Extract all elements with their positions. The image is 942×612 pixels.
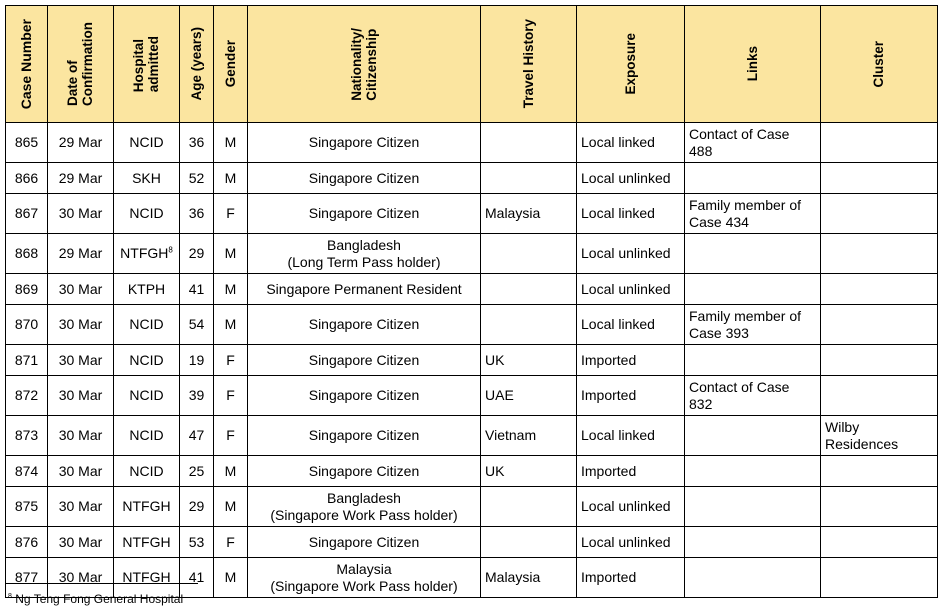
header-age-label: Age (years) — [188, 27, 204, 101]
nationality-cell — [248, 456, 481, 487]
gender: F — [226, 205, 235, 221]
case-number-cell — [6, 527, 48, 558]
cluster-cell — [821, 274, 938, 305]
header-date-line1: Date of — [65, 60, 81, 106]
nationality-line1: Singapore Citizen — [308, 427, 420, 443]
case-number: 865 — [14, 134, 39, 150]
date-of-confirmation: 29 Mar — [58, 245, 103, 261]
case-number: 875 — [14, 498, 39, 514]
header-date-line2: Confirmation — [80, 22, 96, 106]
gender-cell — [214, 558, 248, 598]
travel-cell — [481, 194, 577, 234]
links-cell — [685, 527, 821, 558]
age-cell — [180, 456, 214, 487]
travel-cell — [481, 345, 577, 376]
nationality-cell — [248, 416, 481, 456]
gender: F — [226, 387, 235, 403]
table-row — [6, 194, 938, 234]
hospital-admitted: KTPH — [127, 280, 166, 297]
exposure: Local unlinked — [581, 498, 671, 514]
age-cell — [180, 527, 214, 558]
links-line2: 488 — [689, 142, 713, 159]
travel-cell — [481, 558, 577, 598]
links-cell — [685, 416, 821, 456]
gender: M — [224, 569, 237, 585]
travel-cell — [481, 456, 577, 487]
age-cell — [180, 487, 214, 527]
exposure-cell — [577, 376, 685, 416]
date-cell — [48, 194, 114, 234]
gender: M — [224, 498, 237, 514]
gender: M — [224, 462, 237, 479]
hospital-cell — [114, 194, 180, 234]
gender-cell — [214, 345, 248, 376]
exposure-cell — [577, 123, 685, 163]
case-number-cell — [6, 456, 48, 487]
hospital-admitted: NTFGH — [122, 533, 171, 550]
hospital-cell — [114, 305, 180, 345]
nationality-line1: Singapore Citizen — [308, 134, 420, 150]
header-nationality-line1: Nationality/ — [348, 27, 364, 101]
hospital-admitted: NCID — [129, 205, 164, 221]
exposure: Local unlinked — [581, 280, 671, 297]
header-exposure-label: Exposure — [622, 33, 638, 95]
age: 39 — [188, 387, 205, 403]
age-cell — [180, 123, 214, 163]
date-of-confirmation: 30 Mar — [58, 280, 103, 297]
links-cell — [685, 163, 821, 194]
table-row — [6, 234, 938, 274]
nationality-line1: Singapore Citizen — [308, 205, 420, 221]
nationality-line1: Singapore Citizen — [308, 169, 420, 186]
footnote-ref: 8 — [168, 245, 173, 255]
age-cell — [180, 194, 214, 234]
table-row — [6, 456, 938, 487]
header-links-label: Links — [744, 46, 760, 82]
cluster-line1: Wilby — [825, 418, 860, 435]
case-number-cell — [6, 305, 48, 345]
travel-cell — [481, 527, 577, 558]
header-cluster-label: Cluster — [871, 40, 887, 88]
nationality-cell — [248, 234, 481, 274]
links-line2: Case 434 — [689, 213, 749, 230]
case-number: 867 — [14, 205, 39, 221]
cluster-cell — [821, 234, 938, 274]
hospital-admitted: NCID — [129, 427, 164, 443]
travel-cell — [481, 163, 577, 194]
header-age — [180, 6, 214, 123]
case-number: 876 — [14, 533, 39, 550]
age: 19 — [188, 351, 205, 368]
case-number: 872 — [14, 387, 39, 403]
exposure-cell — [577, 274, 685, 305]
date-cell — [48, 487, 114, 527]
nationality-cell — [248, 527, 481, 558]
exposure-cell — [577, 527, 685, 558]
age-cell — [180, 376, 214, 416]
links-cell — [685, 487, 821, 527]
header-travel-label: Travel History — [520, 19, 536, 109]
date-of-confirmation: 30 Mar — [58, 351, 103, 368]
date-cell — [48, 123, 114, 163]
case-number-cell — [6, 194, 48, 234]
hospital-admitted: NTFGH — [122, 569, 171, 585]
exposure: Local linked — [581, 316, 655, 332]
age: 29 — [188, 245, 205, 261]
header-hospital-line1: Hospital — [131, 38, 147, 93]
cluster-cell — [821, 123, 938, 163]
header-gender-label: Gender — [222, 40, 238, 88]
table-row — [6, 376, 938, 416]
links-line1: Contact of Case — [689, 378, 790, 395]
links-cell — [685, 456, 821, 487]
date-cell — [48, 527, 114, 558]
exposure-cell — [577, 194, 685, 234]
links-cell — [685, 558, 821, 598]
nationality-cell — [248, 274, 481, 305]
nationality-line1: Bangladesh — [327, 489, 401, 506]
header-date — [48, 6, 114, 123]
header-nationality-line2: Citizenship — [364, 28, 379, 101]
case-number-cell — [6, 123, 48, 163]
case-number-cell — [6, 234, 48, 274]
gender-cell — [214, 234, 248, 274]
exposure-cell — [577, 163, 685, 194]
header-links — [685, 6, 821, 123]
nationality-cell — [248, 558, 481, 598]
gender-cell — [214, 123, 248, 163]
date-cell — [48, 376, 114, 416]
case-number-cell — [6, 274, 48, 305]
date-of-confirmation: 29 Mar — [58, 169, 103, 186]
date-cell — [48, 305, 114, 345]
links-cell — [685, 376, 821, 416]
travel-cell — [481, 487, 577, 527]
header-travel — [481, 6, 577, 123]
exposure: Local unlinked — [581, 169, 671, 186]
exposure: Local linked — [581, 427, 655, 443]
nationality-line1: Malaysia — [336, 560, 392, 577]
case-number-cell — [6, 163, 48, 194]
table-row — [6, 163, 938, 194]
nationality-line1: Singapore Citizen — [308, 462, 420, 479]
age: 41 — [188, 280, 205, 297]
gender-cell — [214, 163, 248, 194]
hospital-cell — [114, 487, 180, 527]
hospital-admitted: NTFGH — [122, 498, 171, 514]
gender-cell — [214, 305, 248, 345]
links-line2: Case 393 — [689, 324, 749, 341]
exposure: Local unlinked — [581, 533, 671, 550]
case-number: 869 — [14, 280, 39, 297]
hospital-cell — [114, 527, 180, 558]
links-line2: 832 — [689, 395, 713, 412]
nationality-cell — [248, 194, 481, 234]
date-cell — [48, 163, 114, 194]
cluster-cell — [821, 487, 938, 527]
gender-cell — [214, 456, 248, 487]
exposure: Imported — [581, 351, 637, 368]
date-of-confirmation: 30 Mar — [58, 387, 103, 403]
nationality-cell — [248, 376, 481, 416]
header-exposure — [577, 6, 685, 123]
exposure-cell — [577, 234, 685, 274]
nationality-cell — [248, 487, 481, 527]
age: 52 — [188, 169, 205, 186]
hospital-cell — [114, 456, 180, 487]
case-number-cell — [6, 376, 48, 416]
age: 53 — [188, 533, 205, 550]
case-number: 874 — [14, 462, 39, 479]
nationality-line1: Singapore Citizen — [308, 316, 420, 332]
links-cell — [685, 234, 821, 274]
gender: F — [226, 533, 235, 550]
age: 41 — [188, 569, 205, 585]
hospital-cell — [114, 274, 180, 305]
gender: F — [226, 351, 235, 368]
hospital-cell — [114, 163, 180, 194]
nationality-line1: Singapore Citizen — [308, 533, 420, 550]
footnote-marker: 8 — [8, 593, 12, 600]
hospital-admitted: NTFGH — [120, 245, 169, 261]
cluster-cell — [821, 376, 938, 416]
cluster-cell — [821, 305, 938, 345]
exposure: Local unlinked — [581, 245, 671, 261]
case-number-cell — [6, 416, 48, 456]
date-of-confirmation: 30 Mar — [58, 205, 103, 221]
cluster-cell — [821, 194, 938, 234]
case-number: 868 — [14, 245, 39, 261]
nationality-cell — [248, 163, 481, 194]
case-number-cell — [6, 345, 48, 376]
date-of-confirmation: 30 Mar — [58, 498, 103, 514]
travel-cell — [481, 376, 577, 416]
age-cell — [180, 345, 214, 376]
hospital-cell — [114, 123, 180, 163]
case-number-cell — [6, 487, 48, 527]
links-cell — [685, 345, 821, 376]
travel-cell — [481, 234, 577, 274]
exposure: Local linked — [581, 134, 655, 150]
hospital-admitted: NCID — [129, 462, 164, 479]
cluster-cell — [821, 558, 938, 598]
age: 47 — [188, 427, 205, 443]
hospital-admitted: SKH — [132, 169, 161, 186]
nationality-line2: (Singapore Work Pass holder) — [270, 577, 458, 594]
exposure: Imported — [581, 569, 637, 585]
nationality-cell — [248, 345, 481, 376]
gender: M — [224, 134, 237, 150]
gender: M — [224, 169, 237, 186]
table-row — [6, 487, 938, 527]
footnote-text: Ng Teng Fong General Hospital — [15, 592, 184, 606]
hospital-cell — [114, 376, 180, 416]
links-cell — [685, 123, 821, 163]
travel-history: Malaysia — [485, 569, 541, 585]
links-cell — [685, 305, 821, 345]
footnote-rule — [5, 583, 198, 584]
nationality-line1: Singapore Citizen — [308, 351, 420, 368]
hospital-admitted: NCID — [129, 387, 164, 403]
header-gender — [214, 6, 248, 123]
date-cell — [48, 274, 114, 305]
case-table — [5, 5, 938, 598]
travel-cell — [481, 305, 577, 345]
gender-cell — [214, 487, 248, 527]
age-cell — [180, 558, 214, 598]
case-number: 877 — [14, 569, 39, 585]
links-cell — [685, 194, 821, 234]
cluster-line2: Residences — [825, 435, 899, 452]
travel-cell — [481, 123, 577, 163]
links-line1: Family member of — [689, 196, 802, 213]
age-cell — [180, 416, 214, 456]
age-cell — [180, 234, 214, 274]
links-line1: Family member of — [689, 307, 802, 324]
case-number: 866 — [14, 169, 39, 186]
cluster-cell — [821, 163, 938, 194]
exposure: Imported — [581, 462, 637, 479]
gender: M — [224, 316, 237, 332]
cluster-cell — [821, 527, 938, 558]
age-cell — [180, 305, 214, 345]
links-cell — [685, 274, 821, 305]
header-cluster — [821, 6, 938, 123]
travel-history: Malaysia — [485, 205, 541, 221]
links-line1: Contact of Case — [689, 125, 790, 142]
exposure: Imported — [581, 387, 637, 403]
travel-cell — [481, 416, 577, 456]
travel-history: UK — [485, 462, 505, 479]
exposure: Local linked — [581, 205, 655, 221]
header-hospital-line2: admitted — [146, 35, 162, 93]
gender-cell — [214, 274, 248, 305]
date-cell — [48, 416, 114, 456]
header-hospital — [114, 6, 180, 123]
travel-cell — [481, 274, 577, 305]
nationality-line2: (Singapore Work Pass holder) — [270, 506, 458, 523]
header-case-number-label: Case Number — [17, 18, 34, 110]
age-cell — [180, 274, 214, 305]
date-of-confirmation: 30 Mar — [58, 569, 103, 585]
hospital-cell — [114, 345, 180, 376]
date-of-confirmation: 30 Mar — [58, 427, 103, 443]
header-nationality — [248, 6, 481, 123]
nationality-line1: Singapore Citizen — [308, 387, 420, 403]
travel-history: Vietnam — [485, 427, 537, 443]
exposure-cell — [577, 345, 685, 376]
age: 36 — [188, 134, 205, 150]
travel-history: UK — [485, 351, 505, 368]
age: 54 — [188, 316, 205, 332]
case-number: 873 — [14, 427, 39, 443]
nationality-line1: Bangladesh — [327, 236, 401, 253]
gender: M — [224, 280, 237, 297]
gender-cell — [214, 527, 248, 558]
gender-cell — [214, 376, 248, 416]
age: 29 — [188, 498, 205, 514]
age: 36 — [188, 205, 205, 221]
cluster-cell — [821, 345, 938, 376]
hospital-cell — [114, 416, 180, 456]
date-of-confirmation: 30 Mar — [58, 316, 103, 332]
exposure-cell — [577, 416, 685, 456]
date-cell — [48, 456, 114, 487]
gender-cell — [214, 416, 248, 456]
footnote — [8, 592, 183, 606]
exposure-cell — [577, 487, 685, 527]
date-of-confirmation: 30 Mar — [58, 533, 103, 550]
travel-history: UAE — [485, 387, 514, 403]
date-of-confirmation: 30 Mar — [58, 462, 103, 479]
cluster-cell — [821, 416, 938, 456]
nationality-line2: (Long Term Pass holder) — [287, 253, 441, 270]
hospital-admitted: NCID — [129, 351, 164, 368]
header-case-number — [6, 6, 48, 123]
exposure-cell — [577, 456, 685, 487]
cluster-cell — [821, 456, 938, 487]
table-row — [6, 345, 938, 376]
hospital-admitted: NCID — [129, 134, 164, 150]
table-row — [6, 305, 938, 345]
case-number: 871 — [14, 351, 39, 368]
hospital-admitted: NCID — [129, 316, 164, 332]
case-number: 870 — [14, 316, 39, 332]
table-row — [6, 416, 938, 456]
age-cell — [180, 163, 214, 194]
table-row — [6, 274, 938, 305]
gender-cell — [214, 194, 248, 234]
nationality-cell — [248, 123, 481, 163]
age: 25 — [188, 462, 205, 479]
exposure-cell — [577, 558, 685, 598]
date-cell — [48, 234, 114, 274]
exposure-cell — [577, 305, 685, 345]
header-row — [6, 6, 938, 123]
table-row — [6, 527, 938, 558]
date-of-confirmation: 29 Mar — [58, 134, 103, 150]
nationality-line1: Singapore Permanent Resident — [266, 280, 462, 297]
gender: M — [224, 245, 237, 261]
date-cell — [48, 345, 114, 376]
gender: F — [226, 427, 235, 443]
table-row — [6, 123, 938, 163]
hospital-cell — [114, 234, 180, 274]
nationality-cell — [248, 305, 481, 345]
